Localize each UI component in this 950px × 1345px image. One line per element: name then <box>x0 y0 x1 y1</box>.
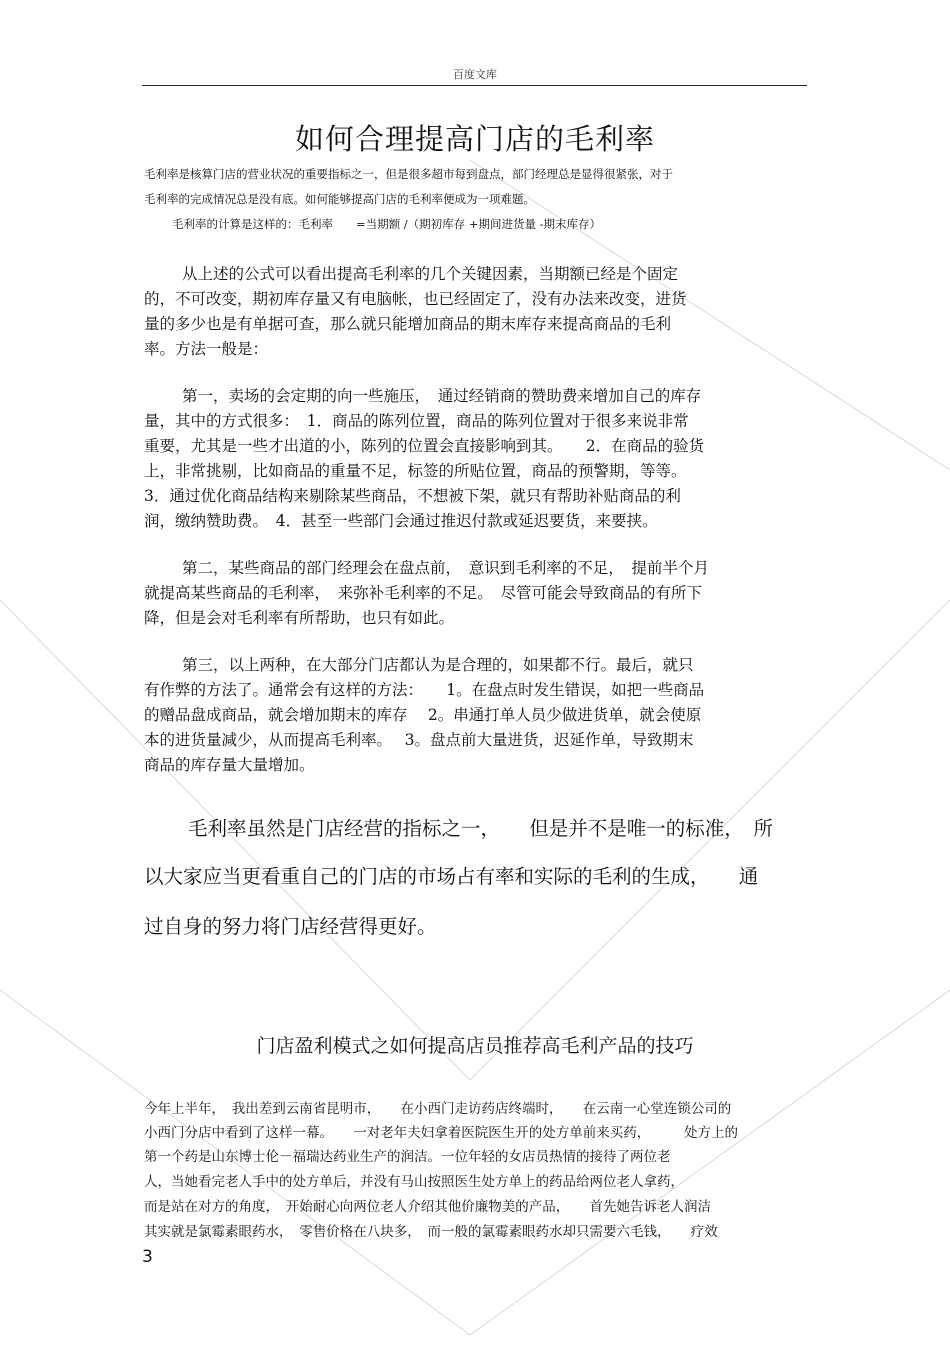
text-line: 润，缴纳赞助费。 4．甚至一些部门会通过推迟付款或延迟要货，来要挟。 <box>144 512 658 530</box>
text-line: 第三，以上两种，在大部分门店都认为是合理的，如果都不行。最后，就只 <box>182 656 694 674</box>
text-line: 重要，尤其是一些才出道的小，陈列的位置会直接影响到其。 2．在商品的验货 <box>144 437 705 455</box>
text-line: 量的多少也是有单据可查，那么就只能增加商品的期末库存来提高商品的毛利 <box>144 315 672 333</box>
text-line: 人，当她看完老人手中的处方单后，并没有马山按照医生处方单上的药品给两位老人拿药， <box>144 1174 684 1190</box>
text-line: 上，非常挑剔，比如商品的重量不足，标签的所贴位置，商品的预警期，等等。 <box>144 462 687 480</box>
text-line: 从上述的公式可以看出提高毛利率的几个关键因素，当期额已经是个固定 <box>182 265 679 283</box>
text-line: 第一，卖场的会定期的向一些施压， 通过经销商的赞助费来增加自己的库存 <box>182 387 702 405</box>
page-number: 3 <box>142 1247 153 1267</box>
text-line: 而是站在对方的角度， 开始耐心向两位老人介绍其他价廉物美的产品， 首先她告诉老人润洁 <box>144 1199 711 1215</box>
text-line: 本的进货量减少，从而提高毛利率。 3。盘点前大量进货，迟延作单，导致期末 <box>144 731 694 749</box>
section-subtitle: 门店盈利模式之如何提高店员推荐高毛利产品的技巧 <box>256 1035 694 1057</box>
text-line: 过自身的努力将门店经营得更好。 <box>144 915 437 938</box>
document-title: 如何合理提高门店的毛利率 <box>294 122 655 156</box>
page-header: 百度文库 <box>453 68 497 81</box>
text-line: 今年上半年， 我出差到云南省昆明市， 在小西门走访药店终端时， 在云南一心堂连锁公司的 <box>144 1101 732 1117</box>
text-line: 的赠品盘成商品，就会增加期末的库存 2。串通打单人员少做进货单，就会使原 <box>144 706 702 724</box>
text-line: 以大家应当更看重自己的门店的市场占有率和实际的毛利的生成， 通 <box>144 865 759 888</box>
text-line: 就提高某些商品的毛利率， 来弥补毛利率的不足。 尽管可能会导致商品的有所下 <box>144 584 703 602</box>
text-line: 有作弊的方法了。通常会有这样的方法： 1。在盘点时发生错误，如把一些商品 <box>144 681 705 699</box>
text-line: 的，不可改变，期初库存量又有电脑帐，也已经固定了，没有办法来改变，进货 <box>144 290 687 308</box>
text-line: 降，但是会对毛利率有所帮助，也只有如此。 <box>144 609 455 627</box>
text-line: 毛利率的完成情况总是没有底。如何能够提高门店的毛利率便成为一项难题。 <box>144 192 535 206</box>
text-line: 毛利率虽然是门店经营的指标之一， 但是并不是唯一的标准， 所 <box>188 817 774 840</box>
text-line: 第一个药是山东博士伦－福瑞达药业生产的润洁。一位年轻的女店员热情的接待了两位老 <box>144 1149 671 1165</box>
formula-line: 毛利率的计算是这样的：毛利率 =当期额 /（期初库存 +期间进货量 -期末库存） <box>172 217 601 231</box>
text-line: 率。方法一般是： <box>144 340 269 358</box>
text-line: 其实就是氯霉素眼药水， 零售价格在八块多， 而一般的氯霉素眼药水却只需要六毛钱， 疗效 <box>144 1224 718 1240</box>
text-line: 小西门分店中看到了这样一幕。 一对老年夫妇拿着医院医生开的处方单前来买药， 处方上的 <box>144 1125 738 1141</box>
text-line: 量，其中的方式很多： 1．商品的陈列位置，商品的陈列位置对于很多来说非常 <box>144 412 689 430</box>
text-line: 第二，某些商品的部门经理会在盘点前， 意识到毛利率的不足， 提前半个月 <box>182 559 710 577</box>
text-line: 商品的库存量大量增加。 <box>144 756 315 774</box>
text-line: 毛利率是核算门店的营业状况的重要指标之一，但是很多超市每到盘点，部门经理总是显得很紧张，对于 <box>144 167 673 181</box>
header-rule <box>142 85 807 86</box>
text-line: 3．通过优化商品结构来剔除某些商品，不想被下架，就只有帮助补贴商品的利 <box>144 487 681 505</box>
